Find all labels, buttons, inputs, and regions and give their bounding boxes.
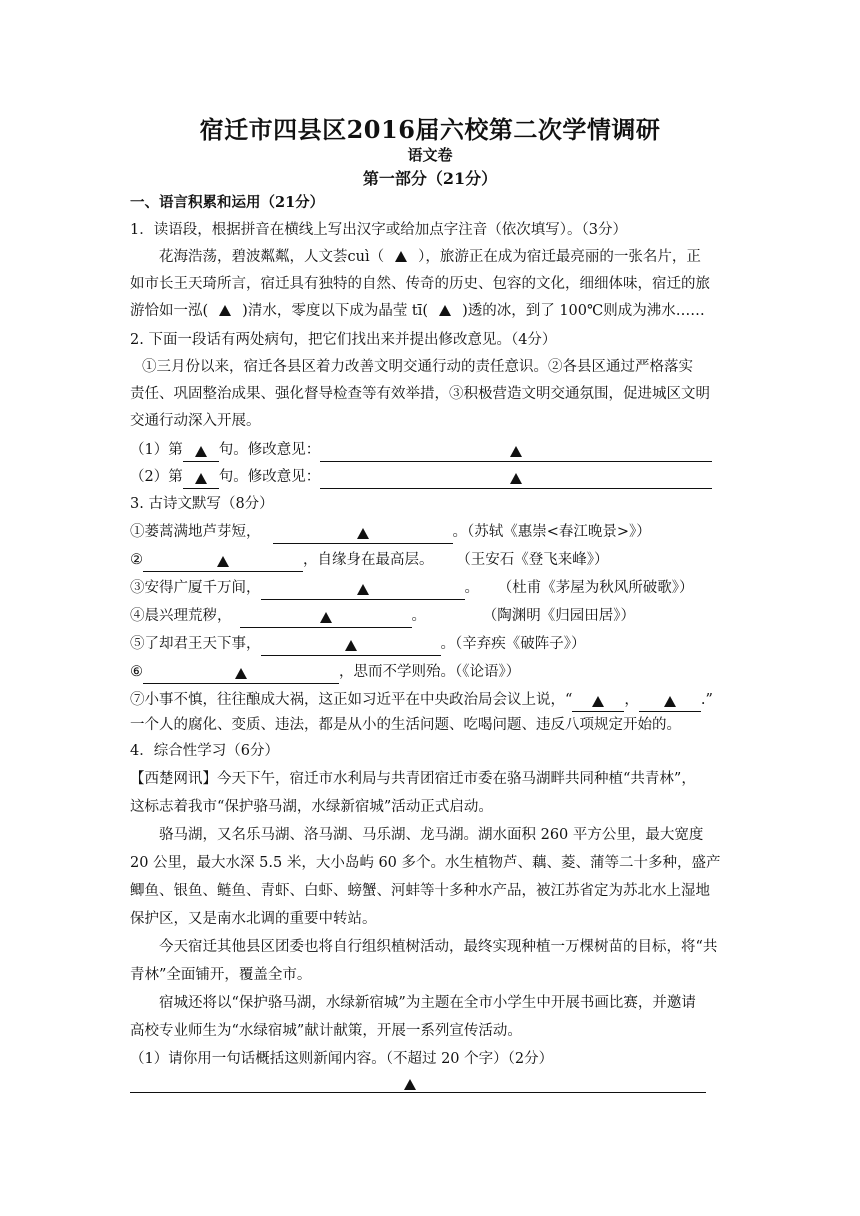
q2-passage-line: 交通行动深入开展。 <box>130 413 261 429</box>
poem-text: 。 <box>464 580 479 596</box>
news-line: 这标志着我市“保护骆马湖，水绿新宿城”活动正式启动。 <box>130 799 493 815</box>
poem-item-7 <box>130 689 735 711</box>
poem-item-7-continued: 一个人的腐化、变质、违法，都是从小的生活问题、吃喝问题、违反八项规定开始的。 <box>130 717 681 733</box>
news-line: 保护区，又是南水北调的重要中转站。 <box>130 911 377 927</box>
exam-title: 宿迁市四县区2016届六校第二次学情调研 <box>199 115 661 144</box>
triangle-icon <box>217 556 229 567</box>
poem-source: （陶渊明《归园田居》） <box>490 608 635 624</box>
q4-sub1-prompt: （1）请你用一句话概括这则新闻内容。（不超过 20 个字）（2分） <box>130 1051 554 1067</box>
triangle-icon <box>439 305 451 316</box>
poem-blank[interactable] <box>261 638 441 656</box>
q1-text: 花海浩荡，碧波粼粼，人文荟cuì（ <box>159 249 385 265</box>
answer-label: （2）第 <box>130 469 183 485</box>
triangle-icon <box>510 473 522 484</box>
triangle-icon <box>404 1079 416 1090</box>
poem-blank[interactable] <box>143 666 339 684</box>
triangle-icon <box>219 305 231 316</box>
poem-source: 。（苏轼《惠崇<春江晚景>》） <box>452 524 651 540</box>
poem-item-6 <box>130 661 735 683</box>
sentence-number-blank[interactable] <box>183 471 219 489</box>
q1-passage-line <box>130 300 735 322</box>
poem-item-1 <box>130 521 735 543</box>
answer-label: 句。修改意见： <box>218 469 321 485</box>
answer-label: （1）第 <box>130 442 183 458</box>
poem-text: ⑦小事不慎，往往酿成大祸，这正如习近平在中央政治局会议上说，“ <box>130 692 573 708</box>
q1-passage-line: 如市长王天琦所言，宿迁具有独特的自然、传奇的历史、包容的文化，细细体味，宿迁的旅 <box>130 276 710 292</box>
poem-text: ，自缘身在最高层。 <box>303 552 434 568</box>
poem-blank[interactable] <box>639 694 701 712</box>
q1-passage-line <box>130 246 764 268</box>
revision-blank[interactable] <box>320 444 712 462</box>
triangle-icon <box>195 446 207 457</box>
poem-text: ③安得广厦千万间， <box>130 580 261 596</box>
q4-prompt: 4．综合性学习（6分） <box>130 743 279 759</box>
answer-label: 句。修改意见： <box>218 442 321 458</box>
poem-blank[interactable] <box>143 554 303 572</box>
q1-prompt: 1．读语段，根据拼音在横线上写出汉字或给加点字注音（依次填写）。（3分） <box>130 222 627 238</box>
summary-answer-line[interactable] <box>130 1092 706 1093</box>
q1-text: ），旅游正在成为宿迁最亮丽的一张名片，正 <box>418 249 701 265</box>
triangle-icon <box>395 251 407 262</box>
poem-text: .” <box>700 692 713 708</box>
news-line: 骆马湖，又名乐马湖、洛马湖、马乐湖、龙马湖。湖水面积 260 平方公里，最大宽度 <box>159 827 704 843</box>
part-heading: 第一部分（21分） <box>362 169 498 188</box>
poem-text: ② <box>130 552 143 568</box>
poem-source: （杜甫《茅屋为秋风所破歌》） <box>505 580 694 596</box>
answer-blank[interactable] <box>208 300 242 322</box>
poem-blank[interactable] <box>273 526 453 544</box>
exam-subtitle: 语文卷 <box>407 146 453 164</box>
poem-item-4 <box>130 605 735 627</box>
triangle-icon <box>510 446 522 457</box>
q2-answer-1 <box>130 439 735 461</box>
q2-passage-line: ①三月份以来，宿迁各县区着力改善文明交通行动的责任意识。②各县区通过严格落实 <box>142 359 693 375</box>
poem-text: 。 <box>411 608 426 624</box>
sentence-number-blank[interactable] <box>183 444 219 462</box>
news-line: 高校专业师生为“水绿宿城”献计献策，开展一系列宣传活动。 <box>130 1023 522 1039</box>
answer-blank[interactable] <box>428 300 462 322</box>
poem-text: ④晨兴理荒秽， <box>130 608 232 624</box>
triangle-icon <box>357 584 369 595</box>
poem-item-5 <box>130 633 735 655</box>
answer-blank[interactable] <box>384 246 418 268</box>
news-line: 宿城还将以“保护骆马湖，水绿新宿城”为主题在全市小学生中开展书画比赛，并邀请 <box>159 995 696 1011</box>
poem-blank[interactable] <box>572 694 624 712</box>
q2-passage-line: 责任、巩固整治成果、强化督导检查等有效举措，③积极营造文明交通氛围，促进城区文明 <box>130 386 710 402</box>
news-line: 今天宿迁其他县区团委也将自行组织植树活动，最终实现种植一万棵树苗的目标，将“共 <box>159 939 718 955</box>
poem-text: ①蒌蒿满地芦芽短， <box>130 524 261 540</box>
poem-text: ⑥ <box>130 664 143 680</box>
poem-blank[interactable] <box>240 610 412 628</box>
poem-source: 。（辛弃疾《破阵子》） <box>440 636 586 652</box>
q1-text: )清水，零度以下成为晶莹 tī( <box>242 303 429 319</box>
q1-text: 游恰如一泓( <box>130 303 209 319</box>
triangle-icon <box>592 696 604 707</box>
news-line: 20 公里，最大水深 5.5 米，大小岛屿 60 多个。水生植物芦、藕、菱、蒲等二十多种，盛产 <box>130 855 721 871</box>
poem-item-3 <box>130 577 735 599</box>
triangle-icon <box>235 668 247 679</box>
triangle-icon <box>664 696 676 707</box>
news-line: 鲫鱼、银鱼、鲢鱼、青虾、白虾、螃蟹、河蚌等十多种水产品，被江苏省定为苏北水上湿地 <box>130 883 710 899</box>
poem-text: ， <box>624 692 639 708</box>
q2-answer-2 <box>130 466 735 488</box>
revision-blank[interactable] <box>320 471 712 489</box>
poem-text: ，思而不学则殆。（《论语》） <box>339 664 521 680</box>
triangle-icon <box>195 473 207 484</box>
triangle-icon <box>320 612 332 623</box>
triangle-icon <box>357 528 369 539</box>
news-line: 【西楚网讯】今天下午，宿迁市水利局与共青团宿迁市委在骆马湖畔共同种植“共青林”， <box>130 771 696 787</box>
poem-text: ⑤了却君王天下事， <box>130 636 261 652</box>
q3-prompt: 3. 古诗文默写（8分） <box>130 496 274 512</box>
poem-source: （王安石《登飞来峰》） <box>463 552 609 568</box>
poem-item-2 <box>130 549 735 571</box>
poem-blank[interactable] <box>261 582 465 600</box>
q2-prompt: 2. 下面一段话有两处病句，把它们找出来并提出修改意见。（4分） <box>130 332 557 348</box>
news-line: 青林”全面铺开，覆盖全市。 <box>130 967 312 983</box>
section-heading: 一、语言积累和运用（21分） <box>130 194 325 211</box>
q1-text: )透的冰，到了 100℃则成为沸水…… <box>462 303 705 319</box>
triangle-icon <box>345 640 357 651</box>
